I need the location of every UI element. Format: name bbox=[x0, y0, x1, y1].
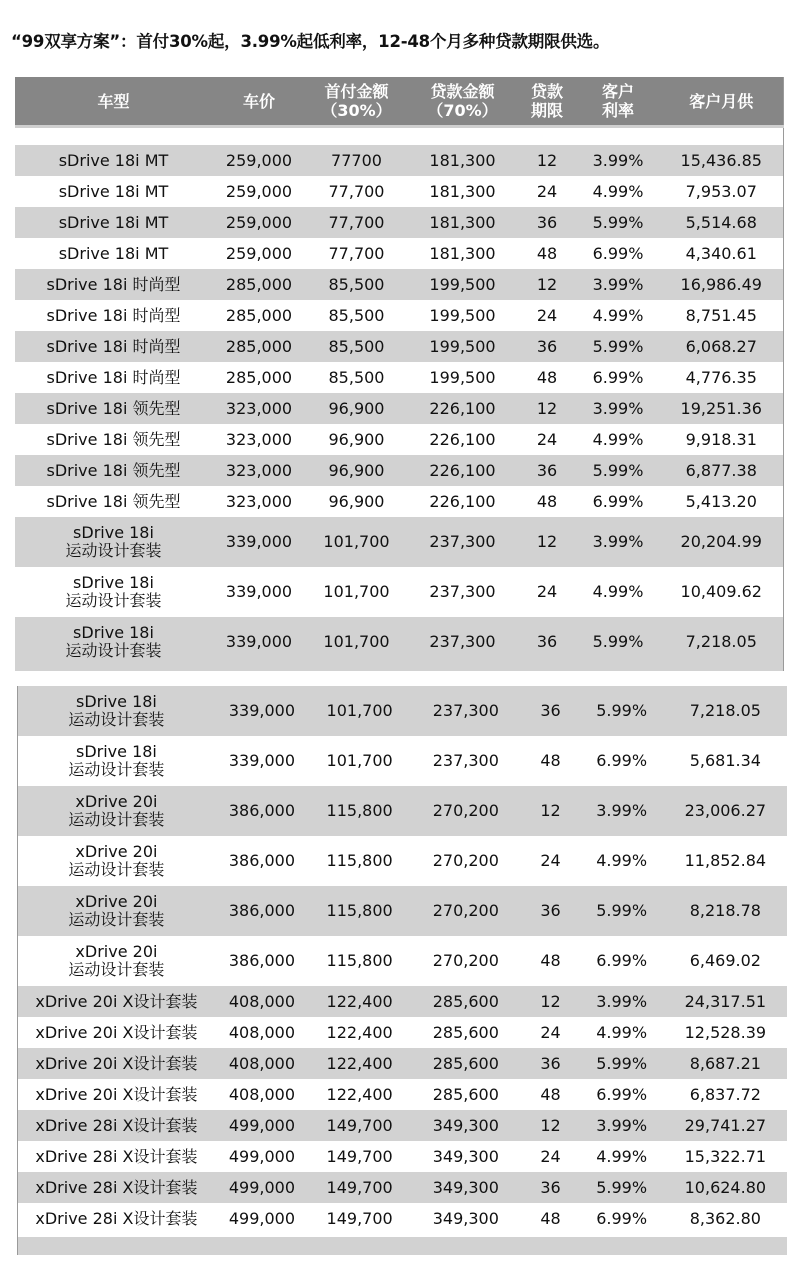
cell-model: sDrive 18i 时尚型 bbox=[15, 269, 212, 300]
cell-loan-term: 12 bbox=[518, 145, 576, 176]
table-row bbox=[15, 145, 783, 176]
loan-table-part-1 bbox=[15, 77, 784, 671]
cell-model: xDrive 20i X设计套装 bbox=[18, 1048, 215, 1079]
cell-interest-rate: 5.99% bbox=[576, 331, 660, 362]
cell-model: xDrive 28i X设计套装 bbox=[18, 1110, 215, 1141]
page-headline: “99双享方案”：首付30%起，3.99%起低利率，12-48个月多种贷款期限供选。 bbox=[11, 32, 610, 51]
cell-down-payment: 96,900 bbox=[306, 486, 407, 517]
cell-loan-amount: 199,500 bbox=[407, 269, 518, 300]
cell-loan-term: 48 bbox=[521, 736, 579, 786]
cell-monthly-payment: 24,317.51 bbox=[664, 986, 787, 1017]
cell-loan-term: 36 bbox=[521, 886, 579, 936]
cell-price: 339,000 bbox=[215, 686, 309, 736]
cell-interest-rate: 3.99% bbox=[580, 986, 664, 1017]
cell-model: sDrive 18i MT bbox=[15, 238, 212, 269]
cell-down-payment: 77,700 bbox=[306, 176, 407, 207]
bottom-band-cell bbox=[15, 667, 783, 671]
cell-monthly-payment: 15,322.71 bbox=[664, 1141, 787, 1172]
header-monthly-payment: 客户月供 bbox=[660, 77, 783, 127]
cell-loan-amount: 226,100 bbox=[407, 424, 518, 455]
table-row bbox=[15, 207, 783, 238]
table-row bbox=[18, 836, 788, 886]
cell-model: sDrive 18i 运动设计套装 bbox=[15, 617, 212, 667]
cell-interest-rate: 4.99% bbox=[576, 424, 660, 455]
cell-model: xDrive 20i X设计套装 bbox=[18, 986, 215, 1017]
table-bottom-band bbox=[18, 1237, 788, 1255]
cell-model: xDrive 28i X设计套装 bbox=[18, 1203, 215, 1234]
header-interest-rate: 客户 利率 bbox=[576, 77, 660, 127]
cell-down-payment: 101,700 bbox=[306, 517, 407, 567]
header-down-payment: 首付金额 （30%） bbox=[306, 77, 407, 127]
cell-interest-rate: 4.99% bbox=[576, 300, 660, 331]
cell-loan-term: 48 bbox=[521, 1079, 579, 1110]
cell-loan-amount: 285,600 bbox=[410, 1048, 521, 1079]
cell-price: 259,000 bbox=[212, 207, 306, 238]
cell-model: sDrive 18i 运动设计套装 bbox=[15, 517, 212, 567]
cell-model: xDrive 20i 运动设计套装 bbox=[18, 886, 215, 936]
cell-model: sDrive 18i MT bbox=[15, 145, 212, 176]
cell-monthly-payment: 4,340.61 bbox=[660, 238, 783, 269]
table-row bbox=[15, 238, 783, 269]
cell-loan-amount: 349,300 bbox=[410, 1172, 521, 1203]
cell-monthly-payment: 29,741.27 bbox=[664, 1110, 787, 1141]
cell-price: 259,000 bbox=[212, 238, 306, 269]
cell-model: sDrive 18i 领先型 bbox=[15, 393, 212, 424]
cell-price: 323,000 bbox=[212, 455, 306, 486]
table-bottom-band bbox=[15, 667, 783, 671]
cell-down-payment: 115,800 bbox=[309, 786, 410, 836]
cell-loan-amount: 237,300 bbox=[407, 567, 518, 617]
cell-loan-term: 36 bbox=[521, 1172, 579, 1203]
cell-model: sDrive 18i MT bbox=[15, 176, 212, 207]
cell-loan-term: 12 bbox=[521, 786, 579, 836]
cell-price: 323,000 bbox=[212, 424, 306, 455]
cell-model: sDrive 18i 领先型 bbox=[15, 486, 212, 517]
cell-monthly-payment: 20,204.99 bbox=[660, 517, 783, 567]
cell-model: sDrive 18i 运动设计套装 bbox=[18, 736, 215, 786]
cell-loan-term: 36 bbox=[518, 331, 576, 362]
cell-loan-amount: 226,100 bbox=[407, 486, 518, 517]
cell-monthly-payment: 4,776.35 bbox=[660, 362, 783, 393]
cell-interest-rate: 4.99% bbox=[580, 836, 664, 886]
cell-price: 339,000 bbox=[212, 517, 306, 567]
cell-interest-rate: 5.99% bbox=[576, 617, 660, 667]
cell-loan-term: 24 bbox=[518, 567, 576, 617]
cell-down-payment: 149,700 bbox=[309, 1172, 410, 1203]
cell-down-payment: 96,900 bbox=[306, 393, 407, 424]
cell-interest-rate: 5.99% bbox=[576, 207, 660, 238]
cell-monthly-payment: 7,218.05 bbox=[664, 686, 787, 736]
cell-price: 408,000 bbox=[215, 1048, 309, 1079]
cell-interest-rate: 4.99% bbox=[580, 1017, 664, 1048]
cell-price: 499,000 bbox=[215, 1203, 309, 1234]
cell-down-payment: 122,400 bbox=[309, 986, 410, 1017]
cell-model: sDrive 18i 领先型 bbox=[15, 455, 212, 486]
table-row bbox=[18, 886, 788, 936]
cell-down-payment: 122,400 bbox=[309, 1017, 410, 1048]
cell-interest-rate: 6.99% bbox=[580, 736, 664, 786]
header-spacer bbox=[15, 127, 783, 146]
cell-monthly-payment: 6,068.27 bbox=[660, 331, 783, 362]
table-row bbox=[18, 736, 788, 786]
cell-down-payment: 115,800 bbox=[309, 936, 410, 986]
cell-model: sDrive 18i 时尚型 bbox=[15, 362, 212, 393]
cell-loan-term: 12 bbox=[518, 393, 576, 424]
table-row bbox=[18, 1079, 788, 1110]
cell-monthly-payment: 7,953.07 bbox=[660, 176, 783, 207]
cell-down-payment: 101,700 bbox=[309, 686, 410, 736]
cell-model: xDrive 28i X设计套装 bbox=[18, 1141, 215, 1172]
cell-model: sDrive 18i 领先型 bbox=[15, 424, 212, 455]
cell-price: 386,000 bbox=[215, 786, 309, 836]
cell-loan-term: 12 bbox=[521, 986, 579, 1017]
table-row bbox=[18, 1017, 788, 1048]
cell-monthly-payment: 7,218.05 bbox=[660, 617, 783, 667]
table-row bbox=[18, 1110, 788, 1141]
cell-down-payment: 115,800 bbox=[309, 836, 410, 886]
table-row bbox=[18, 1141, 788, 1172]
cell-loan-amount: 237,300 bbox=[407, 617, 518, 667]
cell-loan-amount: 181,300 bbox=[407, 207, 518, 238]
cell-monthly-payment: 9,918.31 bbox=[660, 424, 783, 455]
cell-model: sDrive 18i MT bbox=[15, 207, 212, 238]
cell-price: 259,000 bbox=[212, 176, 306, 207]
cell-model: xDrive 20i 运动设计套装 bbox=[18, 836, 215, 886]
table-row bbox=[15, 617, 783, 667]
cell-loan-amount: 270,200 bbox=[410, 936, 521, 986]
cell-loan-amount: 237,300 bbox=[407, 517, 518, 567]
table-row bbox=[15, 517, 783, 567]
header-price: 车价 bbox=[212, 77, 306, 127]
spacer-cell bbox=[15, 127, 783, 146]
cell-monthly-payment: 5,514.68 bbox=[660, 207, 783, 238]
cell-loan-amount: 349,300 bbox=[410, 1110, 521, 1141]
cell-interest-rate: 5.99% bbox=[576, 455, 660, 486]
loan-table-part-2 bbox=[17, 686, 787, 1255]
cell-price: 285,000 bbox=[212, 331, 306, 362]
cell-model: xDrive 20i 运动设计套装 bbox=[18, 936, 215, 986]
cell-monthly-payment: 6,469.02 bbox=[664, 936, 787, 986]
cell-loan-term: 48 bbox=[518, 486, 576, 517]
cell-loan-term: 36 bbox=[518, 455, 576, 486]
cell-price: 339,000 bbox=[212, 617, 306, 667]
cell-loan-amount: 237,300 bbox=[410, 736, 521, 786]
cell-monthly-payment: 6,837.72 bbox=[664, 1079, 787, 1110]
table-row bbox=[15, 455, 783, 486]
cell-price: 285,000 bbox=[212, 300, 306, 331]
cell-down-payment: 149,700 bbox=[309, 1141, 410, 1172]
table-row bbox=[18, 786, 788, 836]
cell-loan-amount: 285,600 bbox=[410, 986, 521, 1017]
cell-down-payment: 122,400 bbox=[309, 1079, 410, 1110]
cell-model: xDrive 28i X设计套装 bbox=[18, 1172, 215, 1203]
cell-monthly-payment: 8,687.21 bbox=[664, 1048, 787, 1079]
cell-interest-rate: 5.99% bbox=[580, 1048, 664, 1079]
cell-interest-rate: 6.99% bbox=[580, 1203, 664, 1234]
table-row bbox=[15, 300, 783, 331]
cell-price: 408,000 bbox=[215, 1079, 309, 1110]
cell-loan-amount: 199,500 bbox=[407, 362, 518, 393]
cell-loan-term: 48 bbox=[521, 936, 579, 986]
cell-price: 339,000 bbox=[215, 736, 309, 786]
cell-down-payment: 96,900 bbox=[306, 455, 407, 486]
cell-monthly-payment: 8,218.78 bbox=[664, 886, 787, 936]
cell-loan-term: 48 bbox=[518, 362, 576, 393]
cell-monthly-payment: 5,681.34 bbox=[664, 736, 787, 786]
table-row bbox=[15, 424, 783, 455]
cell-interest-rate: 4.99% bbox=[576, 176, 660, 207]
cell-interest-rate: 3.99% bbox=[576, 269, 660, 300]
cell-interest-rate: 4.99% bbox=[580, 1141, 664, 1172]
cell-monthly-payment: 19,251.36 bbox=[660, 393, 783, 424]
cell-model: sDrive 18i 时尚型 bbox=[15, 331, 212, 362]
cell-loan-amount: 181,300 bbox=[407, 176, 518, 207]
table-row bbox=[18, 686, 788, 736]
cell-interest-rate: 5.99% bbox=[580, 686, 664, 736]
cell-down-payment: 85,500 bbox=[306, 331, 407, 362]
bottom-band-cell bbox=[18, 1237, 788, 1255]
cell-interest-rate: 3.99% bbox=[580, 1110, 664, 1141]
cell-price: 408,000 bbox=[215, 1017, 309, 1048]
header-loan-term: 贷款 期限 bbox=[518, 77, 576, 127]
cell-loan-term: 12 bbox=[518, 269, 576, 300]
cell-interest-rate: 4.99% bbox=[576, 567, 660, 617]
cell-loan-amount: 270,200 bbox=[410, 786, 521, 836]
cell-down-payment: 101,700 bbox=[306, 617, 407, 667]
cell-monthly-payment: 10,624.80 bbox=[664, 1172, 787, 1203]
table-row bbox=[15, 176, 783, 207]
table-row bbox=[18, 986, 788, 1017]
cell-monthly-payment: 10,409.62 bbox=[660, 567, 783, 617]
cell-monthly-payment: 6,877.38 bbox=[660, 455, 783, 486]
cell-monthly-payment: 15,436.85 bbox=[660, 145, 783, 176]
header-loan-amount: 贷款金额 （70%） bbox=[407, 77, 518, 127]
header-model: 车型 bbox=[15, 77, 212, 127]
cell-loan-term: 36 bbox=[518, 617, 576, 667]
cell-interest-rate: 6.99% bbox=[580, 1079, 664, 1110]
cell-loan-term: 24 bbox=[521, 1141, 579, 1172]
cell-interest-rate: 5.99% bbox=[580, 886, 664, 936]
cell-monthly-payment: 5,413.20 bbox=[660, 486, 783, 517]
cell-price: 339,000 bbox=[212, 567, 306, 617]
cell-model: sDrive 18i 运动设计套装 bbox=[15, 567, 212, 617]
cell-loan-amount: 285,600 bbox=[410, 1017, 521, 1048]
cell-price: 285,000 bbox=[212, 269, 306, 300]
cell-monthly-payment: 8,362.80 bbox=[664, 1203, 787, 1234]
table-row bbox=[15, 362, 783, 393]
cell-loan-term: 48 bbox=[521, 1203, 579, 1234]
cell-loan-term: 12 bbox=[518, 517, 576, 567]
cell-interest-rate: 3.99% bbox=[576, 517, 660, 567]
cell-loan-amount: 199,500 bbox=[407, 300, 518, 331]
table-row bbox=[15, 269, 783, 300]
cell-loan-amount: 349,300 bbox=[410, 1203, 521, 1234]
cell-price: 386,000 bbox=[215, 836, 309, 886]
cell-monthly-payment: 11,852.84 bbox=[664, 836, 787, 886]
cell-loan-term: 36 bbox=[521, 1048, 579, 1079]
cell-loan-amount: 349,300 bbox=[410, 1141, 521, 1172]
cell-interest-rate: 3.99% bbox=[576, 145, 660, 176]
cell-loan-term: 36 bbox=[521, 686, 579, 736]
cell-interest-rate: 6.99% bbox=[576, 486, 660, 517]
cell-price: 499,000 bbox=[215, 1110, 309, 1141]
cell-down-payment: 122,400 bbox=[309, 1048, 410, 1079]
cell-loan-term: 24 bbox=[521, 1017, 579, 1048]
cell-loan-amount: 226,100 bbox=[407, 393, 518, 424]
cell-down-payment: 149,700 bbox=[309, 1203, 410, 1234]
table-row bbox=[18, 936, 788, 986]
cell-loan-amount: 270,200 bbox=[410, 886, 521, 936]
cell-interest-rate: 3.99% bbox=[576, 393, 660, 424]
cell-monthly-payment: 23,006.27 bbox=[664, 786, 787, 836]
cell-price: 285,000 bbox=[212, 362, 306, 393]
cell-monthly-payment: 8,751.45 bbox=[660, 300, 783, 331]
cell-down-payment: 85,500 bbox=[306, 362, 407, 393]
cell-loan-term: 24 bbox=[518, 176, 576, 207]
cell-price: 259,000 bbox=[212, 145, 306, 176]
cell-monthly-payment: 12,528.39 bbox=[664, 1017, 787, 1048]
cell-interest-rate: 5.99% bbox=[580, 1172, 664, 1203]
cell-down-payment: 85,500 bbox=[306, 269, 407, 300]
cell-price: 386,000 bbox=[215, 936, 309, 986]
cell-down-payment: 101,700 bbox=[309, 736, 410, 786]
table-header-row bbox=[15, 77, 783, 127]
cell-price: 408,000 bbox=[215, 986, 309, 1017]
table-row bbox=[18, 1172, 788, 1203]
cell-down-payment: 85,500 bbox=[306, 300, 407, 331]
table-row bbox=[15, 486, 783, 517]
cell-loan-term: 48 bbox=[518, 238, 576, 269]
table-row bbox=[15, 567, 783, 617]
cell-model: xDrive 20i 运动设计套装 bbox=[18, 786, 215, 836]
cell-interest-rate: 6.99% bbox=[576, 238, 660, 269]
cell-interest-rate: 6.99% bbox=[580, 936, 664, 986]
cell-price: 499,000 bbox=[215, 1172, 309, 1203]
cell-loan-term: 24 bbox=[518, 424, 576, 455]
cell-down-payment: 149,700 bbox=[309, 1110, 410, 1141]
table-row bbox=[18, 1048, 788, 1079]
cell-price: 323,000 bbox=[212, 486, 306, 517]
cell-loan-term: 36 bbox=[518, 207, 576, 238]
cell-model: xDrive 20i X设计套装 bbox=[18, 1079, 215, 1110]
cell-loan-amount: 199,500 bbox=[407, 331, 518, 362]
cell-interest-rate: 6.99% bbox=[576, 362, 660, 393]
cell-down-payment: 115,800 bbox=[309, 886, 410, 936]
cell-price: 499,000 bbox=[215, 1141, 309, 1172]
cell-loan-amount: 237,300 bbox=[410, 686, 521, 736]
cell-loan-amount: 270,200 bbox=[410, 836, 521, 886]
cell-loan-amount: 285,600 bbox=[410, 1079, 521, 1110]
table-row bbox=[15, 393, 783, 424]
cell-down-payment: 101,700 bbox=[306, 567, 407, 617]
cell-loan-amount: 181,300 bbox=[407, 145, 518, 176]
table-row bbox=[15, 331, 783, 362]
cell-loan-amount: 181,300 bbox=[407, 238, 518, 269]
cell-model: xDrive 20i X设计套装 bbox=[18, 1017, 215, 1048]
table-row bbox=[18, 1203, 788, 1234]
cell-model: sDrive 18i 运动设计套装 bbox=[18, 686, 215, 736]
cell-down-payment: 96,900 bbox=[306, 424, 407, 455]
cell-loan-amount: 226,100 bbox=[407, 455, 518, 486]
cell-loan-term: 24 bbox=[521, 836, 579, 886]
cell-down-payment: 77700 bbox=[306, 145, 407, 176]
cell-down-payment: 77,700 bbox=[306, 207, 407, 238]
cell-price: 323,000 bbox=[212, 393, 306, 424]
cell-loan-term: 24 bbox=[518, 300, 576, 331]
cell-interest-rate: 3.99% bbox=[580, 786, 664, 836]
cell-down-payment: 77,700 bbox=[306, 238, 407, 269]
cell-monthly-payment: 16,986.49 bbox=[660, 269, 783, 300]
cell-price: 386,000 bbox=[215, 886, 309, 936]
cell-loan-term: 12 bbox=[521, 1110, 579, 1141]
cell-model: sDrive 18i 时尚型 bbox=[15, 300, 212, 331]
